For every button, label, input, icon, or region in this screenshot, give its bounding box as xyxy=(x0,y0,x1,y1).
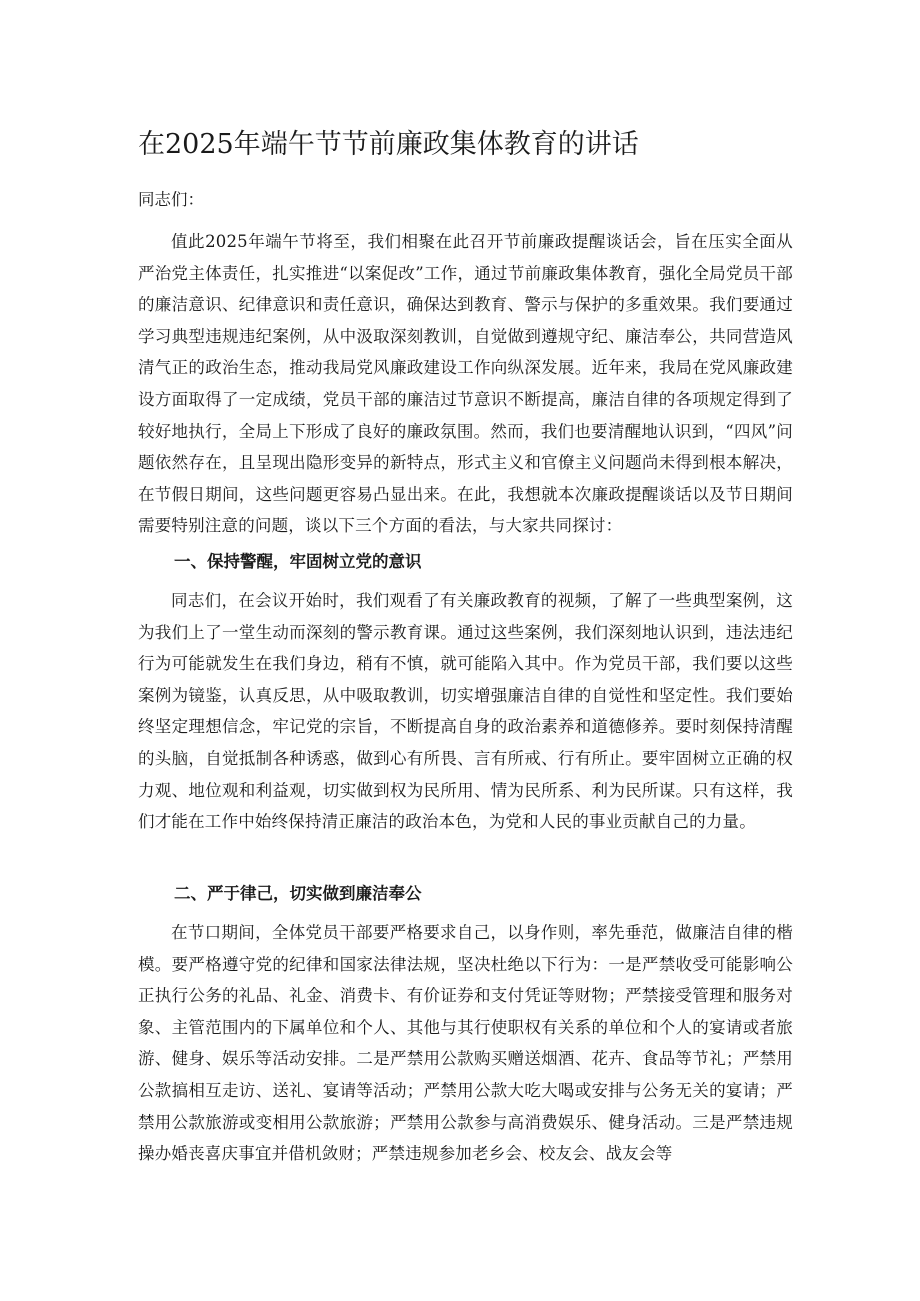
salutation: 同志们： xyxy=(138,190,204,209)
intro-paragraph: 值此2025年端午节将至，我们相聚在此召开节前廉政提醒谈话会，旨在压实全面从严治党主体责任，扎实推进“以案促改”工作，通过节前廉政集体教育，强化全局党员干部的廉洁意识、纪律意识和责任意识，确保达到教育、警示与保护的多重效果。我们要通过学习典型违规违纪案例，从中汲取深刻教训，自觉做到遵规守纪、廉洁奉公，共同营造风清气正的政治生态，推动我局党风廉政建设工作向纵深发展。近年来，我局在党风廉政建设方面取得了一定成绩，党员干部的廉洁过节意识不断提高，廉洁自律的各项规定得到了较好地执行，全局上下形成了良好的廉政氛围。然而，我们也要清醒地认识到，“四风”问题依然存在，且呈现出隐形变异的新特点，形式主义和官僚主义问题尚未得到根本解决，在节假日期间，这些问题更容易凸显出来。在此，我想就本次廉政提醒谈话以及节日期间需要特别注意的问题，谈以下三个方面的看法，与大家共同探讨： xyxy=(138,232,793,536)
document-title: 在2025年端午节节前廉政集体教育的讲话 xyxy=(138,129,639,160)
section-heading-2: 二、严于律己，切实做到廉洁奉公 xyxy=(174,884,422,903)
section-paragraph-2: 在节口期间，全体党员干部要严格要求自己，以身作则，率先垂范，做廉洁自律的楷模。要严格遵守党的纪律和国家法律法规，坚决杜绝以下行为：一是严禁收受可能影响公正执行公务的礼品、礼金、消费卡、有价证券和支付凭证等财物；严禁接受管理和服务对象、主管范围内的下属单位和个人、其他与其行使职权有关系的单位和个人的宴请或者旅游、健身、娱乐等活动安排。二是严禁用公款购买赠送烟酒、花卉、食品等节礼；严禁用公款搞相互走访、送礼、宴请等活动；严禁用公款大吃大喝或安排与公务无关的宴请；严禁用公款旅游或变相用公款旅游；严禁用公款参与高消费娱乐、健身活动。三是严禁违规操办婚丧喜庆事宜并借机敛财；严禁违规参加老乡会、校友会、战友会等 xyxy=(138,923,793,1164)
section-paragraph-1: 同志们，在会议开始时，我们观看了有关廉政教育的视频，了解了一些典型案例，这为我们上了一堂生动而深刻的警示教育课。通过这些案例，我们深刻地认识到，违法违纪行为可能就发生在我们身边，稍有不慎，就可能陷入其中。作为党员干部，我们要以这些案例为镜鉴，认真反思，从中吸取教训，切实增强廉洁自律的自觉性和坚定性。我们要始终坚定理想信念，牢记党的宗旨，不断提高自身的政治素养和道德修养。要时刻保持清醒的头脑，自觉抵制各种诱惑，做到心有所畏、言有所戒、行有所止。要牢固树立正确的权力观、地位观和利益观，切实做到权为民所用、情为民所系、利为民所谋。只有这样，我们才能在工作中始终保持清正廉洁的政治本色，为党和人民的事业贡献自己的力量。 xyxy=(138,591,793,832)
section-heading-1: 一、保持警醒，牢固树立党的意识 xyxy=(174,552,422,571)
